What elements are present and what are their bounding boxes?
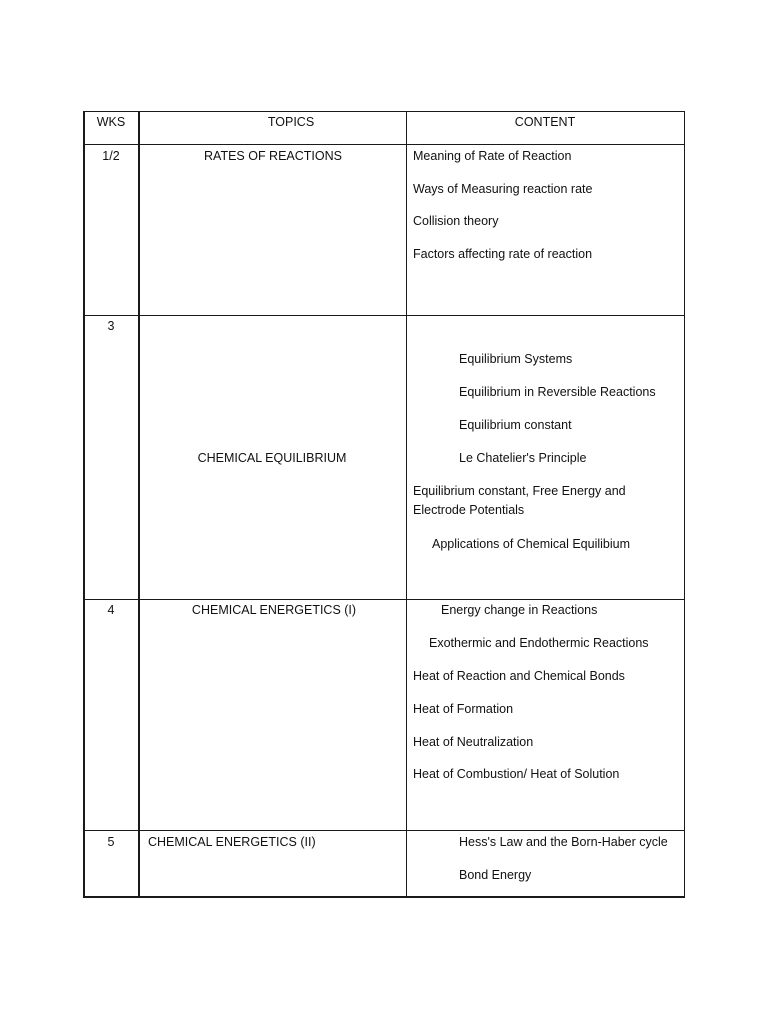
row-1-content-3: Collision theory (413, 214, 499, 228)
rule-row-2-bottom (83, 599, 685, 600)
row-4-wks: 5 (107, 835, 115, 849)
row-2-content-2: Equilibrium in Reversible Reactions (459, 385, 656, 399)
row-4-content-1: Hess's Law and the Born-Haber cycle (459, 835, 668, 849)
row-2-content-3: Equilibrium constant (459, 418, 572, 432)
row-3-content-1: Energy change in Reactions (441, 603, 598, 617)
row-2-content-4: Le Chatelier's Principle (459, 451, 587, 465)
row-3-content-4: Heat of Formation (413, 702, 514, 716)
row-4-content-2: Bond Energy (459, 868, 532, 882)
row-2-content-5: Equilibrium constant, Free Energy and (413, 484, 626, 498)
row-2-content-7: Applications of Chemical Equilibium (432, 537, 631, 551)
row-3-topic: CHEMICAL ENERGETICS (I) (191, 603, 357, 617)
row-2-wks: 3 (107, 319, 115, 333)
row-3-content-5: Heat of Neutralization (413, 735, 534, 749)
row-3-content-2: Exothermic and Endothermic Reactions (429, 636, 649, 650)
row-2-topic: CHEMICAL EQUILIBRIUM (197, 451, 347, 465)
row-3-content-3: Heat of Reaction and Chemical Bonds (413, 669, 625, 683)
rule-col-1 (138, 111, 140, 898)
rule-row-3-bottom (83, 830, 685, 831)
row-1-content-2: Ways of Measuring reaction rate (413, 182, 593, 196)
row-1-topic: RATES OF REACTIONS (204, 149, 342, 163)
row-1-content-4: Factors affecting rate of reaction (413, 247, 593, 261)
header-wks: WKS (96, 115, 126, 129)
rule-top (83, 111, 685, 112)
row-1-content-1: Meaning of Rate of Reaction (413, 149, 572, 163)
row-3-content-6: Heat of Combustion/ Heat of Solution (413, 767, 620, 781)
header-content: CONTENT (514, 115, 576, 129)
row-3-wks: 4 (107, 603, 115, 617)
rule-row-1-bottom (83, 315, 685, 316)
rule-left (83, 111, 85, 898)
rule-bottom (83, 896, 685, 898)
rule-right (684, 111, 685, 898)
row-4-topic: CHEMICAL ENERGETICS (II) (148, 835, 316, 849)
header-topics: TOPICS (267, 115, 315, 129)
row-1-wks: 1/2 (102, 149, 120, 163)
row-2-content-6: Electrode Potentials (413, 503, 525, 517)
rule-header-bottom (83, 144, 685, 145)
rule-col-2 (406, 111, 407, 898)
row-2-content-1: Equilibrium Systems (459, 352, 573, 366)
